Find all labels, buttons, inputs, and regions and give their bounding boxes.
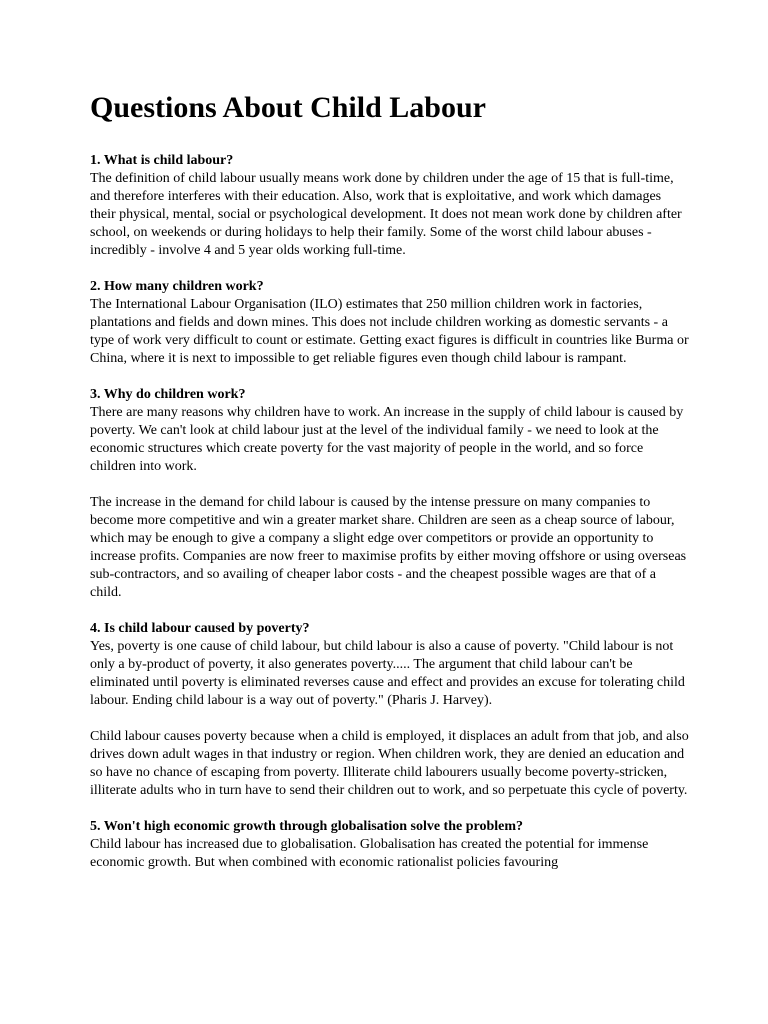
answer-paragraph: The definition of child labour usually means work done by children under the age of 15 that is full-time, and therefore interferes with their education. Also, work that is exploitative, and work which damages their physical, mental, social or psychological development. It does not mean work done by children after school, on weekends or during holidays to help their family. Some of the worst child labour abuses - incredibly - involve 4 and 5 year olds working full-time.	[90, 171, 682, 258]
section-why-do-children-work	[90, 386, 690, 602]
answer-paragraph: There are many reasons why children have to work. An increase in the supply of child labour is caused by poverty. We can't look at child labour just at the level of the individual family - we need to look at the economic structures which create poverty for the vast majority of people in the world, and so force children into work.	[90, 405, 684, 474]
question-heading: 4. Is child labour caused by poverty?	[90, 621, 310, 636]
answer-paragraph: Child labour has increased due to globalisation. Globalisation has created the potential for immense economic growth. But when combined with economic rationalist policies favouring	[90, 837, 649, 870]
section-what-is-child-labour	[90, 152, 690, 260]
answer-paragraph: The increase in the demand for child labour is caused by the intense pressure on many companies to become more competitive and win a greater market share. Children are seen as a cheap source of labour, which may be enough to give a company a slight edge over competitors or provide an opportunity to increase profits. Companies are now freer to maximise profits by either moving offshore or using overseas sub-contractors, and so availing of cheaper labor costs - and the cheapest possible wages are that of a child.	[90, 495, 687, 600]
answer-paragraph: The International Labour Organisation (ILO) estimates that 250 million children work in factories, plantations and fields and down mines. This does not include children working as domestic servants - a type of work very difficult to count or estimate. Getting exact figures is difficult in countries like Burma or China, where it is next to impossible to get reliable figures even though child labour is rampant.	[90, 297, 689, 366]
question-heading: 1. What is child labour?	[90, 153, 234, 168]
document-page	[90, 90, 690, 890]
question-heading: 2. How many children work?	[90, 279, 264, 294]
section-globalisation	[90, 818, 690, 872]
section-how-many-children-work	[90, 278, 690, 368]
page-title: Questions About Child Labour	[90, 91, 486, 124]
question-heading: 5. Won't high economic growth through globalisation solve the problem?	[90, 819, 524, 834]
answer-paragraph: Yes, poverty is one cause of child labour, but child labour is also a cause of poverty. "Child labour is not only a by-product of poverty, it also generates poverty..... The argument that child labour can't be eliminated until poverty is eliminated reverses cause and effect and provides an excuse for tolerating child labour. Ending child labour is a way out of poverty." (Pharis J. Harvey).	[90, 639, 685, 708]
section-poverty-cause	[90, 620, 690, 800]
answer-paragraph: Child labour causes poverty because when a child is employed, it displaces an adult from that job, and also drives down adult wages in that industry or region. When children work, they are denied an education and so have no chance of escaping from poverty. Illiterate child labourers usually become poverty-stricken, illiterate adults who in turn have to send their children out to work, and so perpetuate this cycle of poverty.	[90, 729, 689, 798]
question-heading: 3. Why do children work?	[90, 387, 246, 402]
